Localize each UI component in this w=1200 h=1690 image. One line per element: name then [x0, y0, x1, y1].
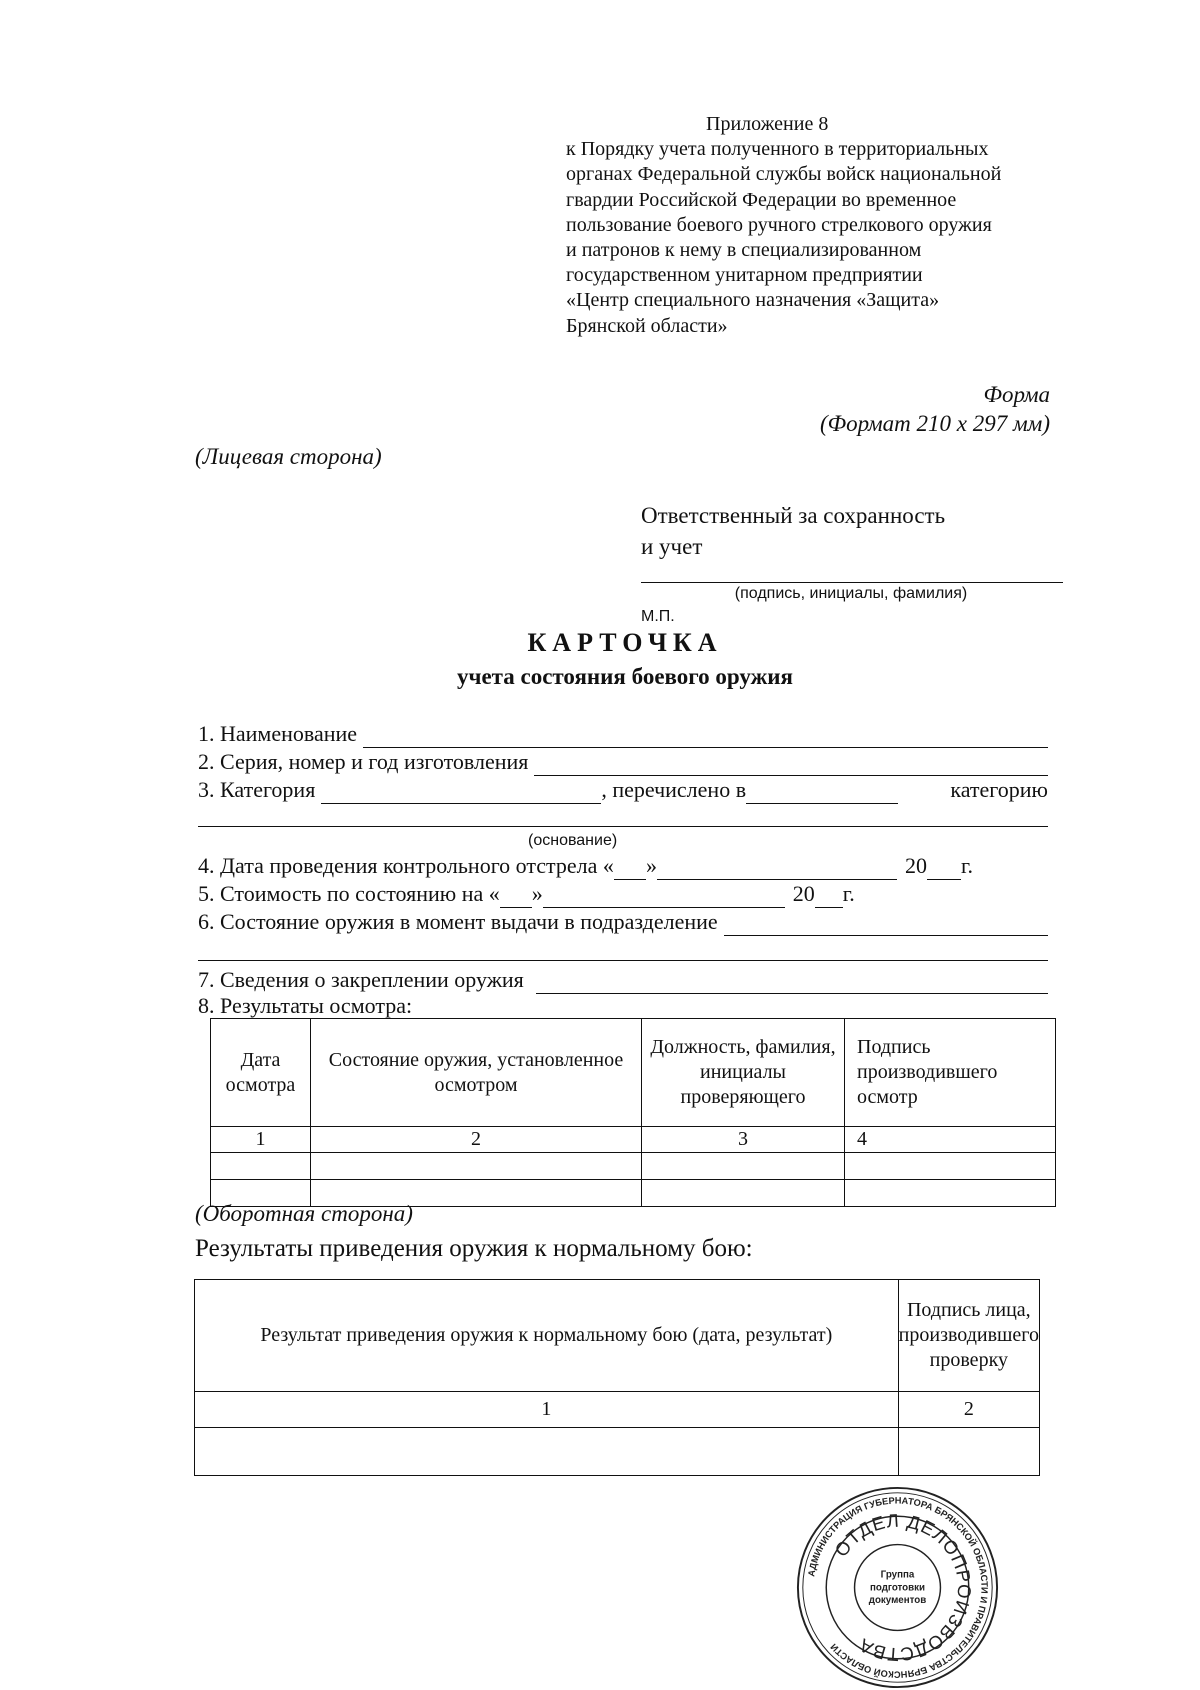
table-cell[interactable] — [642, 1153, 845, 1180]
inspection-table — [210, 1018, 1056, 1207]
field-test-fire-label: 4. Дата проведения контрольного отстрела « — [198, 853, 614, 878]
field-serial-line[interactable] — [534, 755, 1048, 776]
col-number: 3 — [642, 1127, 845, 1153]
table-number-row — [195, 1392, 1040, 1428]
table-number-row — [211, 1127, 1056, 1153]
appendix-block — [566, 112, 1066, 339]
signature-caption: (подпись, инициалы, фамилия) — [734, 585, 968, 602]
table-cell[interactable] — [898, 1428, 1039, 1476]
field-condition-label: 6. Состояние оружия в момент выдачи в подразделение — [198, 909, 718, 934]
card-subtitle: учета состояния боевого оружия — [457, 664, 793, 689]
field-inspection-results — [198, 992, 1048, 1020]
field-name-line[interactable] — [363, 727, 1048, 748]
responsible-line1: Ответственный за сохранность — [641, 503, 946, 528]
header-date: Дата осмотра — [211, 1019, 311, 1127]
responsible-line2: и учет — [641, 534, 703, 559]
year-suffix: г. — [960, 853, 973, 878]
stamp-dept-text: ОТДЕЛ ДЕЛОПРОИЗВОДСТВА — [830, 1509, 976, 1666]
field-name — [198, 720, 1048, 748]
appendix-line: «Центр специального назначения «Защита» — [566, 289, 940, 312]
year-suffix: г. — [842, 881, 855, 906]
field-category-line[interactable] — [321, 783, 601, 804]
field-assignment-label: 7. Сведения о закреплении оружия — [198, 967, 524, 992]
col-number: 2 — [311, 1127, 642, 1153]
appendix-line: государственном унитарном предприятии — [566, 264, 923, 287]
field-inspection-label: 8. Результаты осмотра: — [198, 993, 413, 1018]
field-test-fire-month[interactable] — [657, 859, 897, 880]
table-row — [195, 1428, 1040, 1476]
table-cell[interactable] — [845, 1180, 1056, 1207]
header-inspector: Должность, фамилия, инициалы проверяющего — [642, 1019, 845, 1127]
field-cost-day[interactable] — [500, 887, 532, 908]
appendix-title: Приложение 8 — [706, 113, 829, 135]
field-condition-line2[interactable] — [198, 960, 1048, 961]
col-number: 4 — [845, 1127, 1056, 1153]
col-number: 1 — [211, 1127, 311, 1153]
appendix-line: к Порядку учета полученного в территориальных — [566, 138, 989, 161]
quote-close: » — [531, 881, 543, 906]
appendix-line: органах Федеральной службы войск национальной — [566, 163, 1002, 186]
field-cost-month[interactable] — [543, 887, 785, 908]
basis-line[interactable] — [198, 826, 1048, 827]
table-row — [211, 1153, 1056, 1180]
appendix-line: и патронов к нему в специализированном — [566, 239, 922, 262]
field-test-fire-day[interactable] — [614, 859, 646, 880]
field-cost-year[interactable] — [815, 887, 843, 908]
results-title: Результаты приведения оружия к нормальному бою: — [195, 1235, 753, 1262]
official-stamp — [795, 1485, 1000, 1690]
header-condition: Состояние оружия, установленное осмотром — [311, 1019, 642, 1127]
field-name-label: 1. Наименование — [198, 721, 358, 746]
field-condition-line[interactable] — [724, 915, 1048, 936]
stamp-inner-line: подготовки — [869, 1582, 926, 1594]
table-header-row — [211, 1019, 1056, 1127]
field-category — [198, 776, 1048, 804]
form-format: (Формат 210 х 297 мм) — [819, 411, 1050, 436]
appendix-line: Брянской области» — [566, 314, 728, 337]
field-cost-label: 5. Стоимость по состоянию на « — [198, 881, 500, 906]
year-prefix: 20 — [904, 853, 927, 878]
header-result: Результат приведения оружия к нормальному бою (дата, результат) — [195, 1280, 899, 1392]
table-cell[interactable] — [845, 1153, 1056, 1180]
field-assignment-line[interactable] — [536, 973, 1048, 994]
header-signature: Подпись производившего осмотр — [845, 1019, 1056, 1127]
form-label-block — [820, 380, 1050, 438]
face-side-label: (Лицевая сторона) — [195, 444, 382, 469]
field-assignment — [198, 966, 1048, 994]
card-title: КАРТОЧКА — [527, 628, 723, 657]
stamp-place: М.П. — [641, 608, 675, 625]
stamp-inner-line: Группа — [880, 1569, 915, 1581]
field-test-fire-date — [198, 852, 1048, 880]
table-cell[interactable] — [211, 1153, 311, 1180]
table-cell[interactable] — [642, 1180, 845, 1207]
appendix-line: пользование боевого ручного стрелкового оружия — [566, 213, 992, 236]
appendix-line: гвардии Российской Федерации во временное — [566, 188, 957, 211]
stamp-inner-line: документов — [868, 1595, 927, 1607]
field-category-label: 3. Категория — [198, 777, 316, 802]
table-cell[interactable] — [311, 1153, 642, 1180]
stamp-ring-text: АДМИНИСТРАЦИЯ ГУБЕРНАТОРА БРЯНСКОЙ ОБЛАСТИ И ПРАВИТЕЛЬСТВА БРЯНСКОЙ ОБЛАСТИ — [806, 1495, 990, 1680]
field-test-fire-year[interactable] — [927, 859, 961, 880]
field-cost — [198, 880, 1048, 908]
col-number: 2 — [898, 1392, 1039, 1428]
basis-caption: (основание) — [528, 832, 618, 849]
results-table — [194, 1279, 1040, 1476]
form-label: Форма — [983, 382, 1050, 407]
field-serial-label: 2. Серия, номер и год изготовления — [198, 749, 529, 774]
field-category-transfer: , перечислено в — [601, 777, 747, 802]
field-serial — [198, 748, 1048, 776]
col-number: 1 — [195, 1392, 899, 1428]
table-header-row — [195, 1280, 1040, 1392]
table-cell[interactable] — [195, 1428, 899, 1476]
field-category-suffix: категорию — [950, 777, 1048, 802]
signature-line[interactable] — [641, 582, 1063, 583]
field-category-transfer-line[interactable] — [746, 783, 898, 804]
quote-close: » — [645, 853, 657, 878]
field-condition — [198, 908, 1048, 936]
back-side-label: (Оборотная сторона) — [195, 1201, 413, 1226]
header-checker-signature: Подпись лица, производившего проверку — [898, 1280, 1039, 1392]
responsible-block — [641, 500, 945, 562]
year-prefix: 20 — [792, 881, 815, 906]
